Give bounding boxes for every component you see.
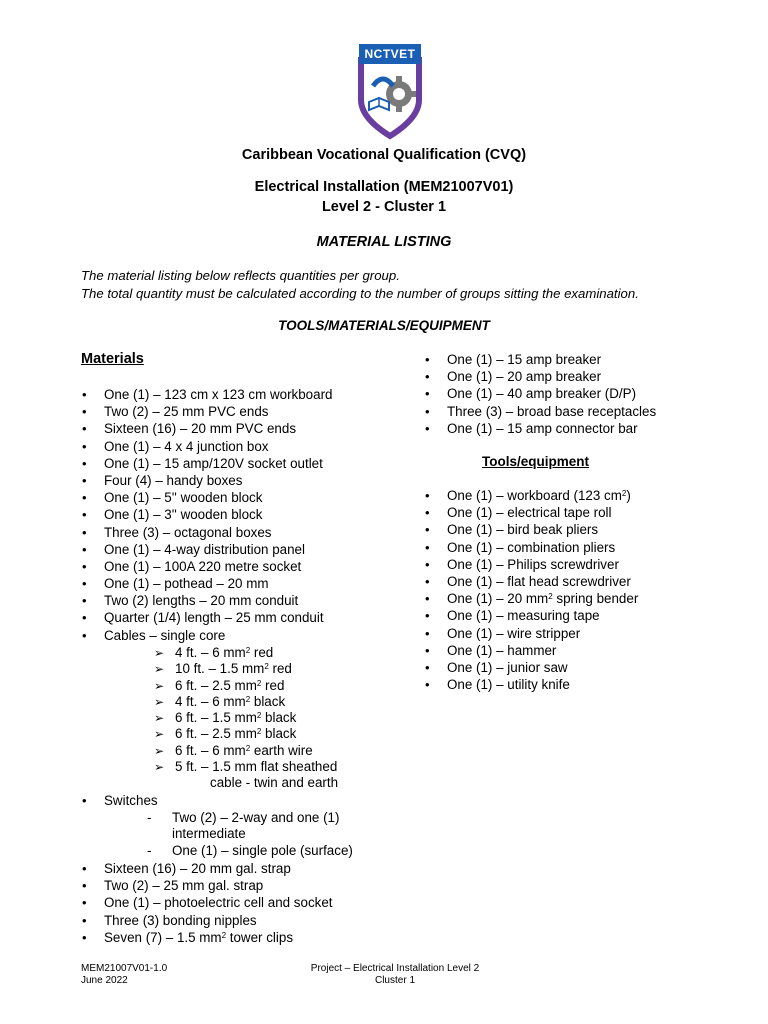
item-text: One (1) – utility knife — [447, 677, 570, 693]
list-item: • Two (2) – 25 mm gal. strap — [82, 878, 264, 894]
superscript: 2 — [264, 662, 269, 672]
item-text: Quarter (1/4) length – 25 mm conduit — [104, 610, 324, 626]
item-text: One (1) – 20 amp breaker — [447, 369, 602, 385]
superscript: 2 — [256, 727, 262, 737]
switches-list — [147, 810, 353, 859]
item-text: One (1) – junior saw — [447, 659, 568, 675]
footer-code: MEM21007V01-1.0 — [81, 963, 168, 974]
arrow-bullet-icon: ➢ — [154, 678, 165, 693]
superscript: 2 — [245, 743, 251, 753]
cable-color: red — [268, 661, 292, 677]
switch-text: Two (2) – 2-way and one (1) — [172, 810, 340, 825]
arrow-bullet-icon: ➢ — [154, 694, 165, 709]
item-text: Two (2) lengths – 20 mm conduit — [104, 593, 299, 609]
list-item: • One (1) – photoelectric cell and socket — [82, 895, 333, 911]
materials-list — [82, 386, 333, 644]
item-text: One (1) – 100A 220 metre socket — [104, 558, 302, 574]
tools-list — [425, 487, 639, 693]
cable-item — [154, 677, 338, 694]
cable-item — [154, 759, 338, 775]
item-text: One (1) – flat head screwdriver — [447, 573, 631, 589]
list-item: • One (1) – wire stripper — [425, 625, 581, 641]
cable-item — [154, 726, 338, 742]
superscript: 2 — [548, 592, 553, 602]
nctvet-logo — [357, 42, 423, 140]
list-item: • One (1) – 4-way distribution panel — [82, 541, 305, 557]
item-text: One (1) – 40 amp breaker (D/P) — [447, 386, 637, 402]
list-item: • Sixteen (16) – 20 mm gal. strap — [82, 861, 291, 876]
list-item: • Sixteen (16) – 20 mm PVC ends — [82, 421, 297, 437]
cable-item-continued: cable - twin and earth — [210, 775, 339, 791]
list-item: • One (1) – hammer — [425, 642, 557, 658]
item-text: One (1) – 3'' wooden block — [104, 507, 263, 523]
item-text: One (1) – Philips screwdriver — [447, 556, 619, 572]
superscript: 2 — [256, 678, 262, 688]
item-text: One (1) – pothead – 20 mm — [104, 576, 269, 592]
qualification-title: Caribbean Vocational Qualification (CVQ) — [241, 147, 527, 163]
cable-text: 6 ft. – 2.5 mm — [175, 677, 257, 693]
item-text: tower clips — [226, 929, 294, 945]
item-text: One (1) – electrical tape roll — [447, 505, 612, 521]
list-item: • One (1) – 15 amp connector bar — [425, 420, 638, 436]
unit-title: Electrical Installation (MEM21007V01) — [254, 179, 514, 195]
section-title: TOOLS/MATERIALS/EQUIPMENT — [278, 318, 490, 333]
superscript: 2 — [245, 646, 251, 655]
item-text: One (1) – 15 amp/120V socket outlet — [104, 455, 323, 471]
item-text: One (1) – workboard (123 cm — [447, 488, 622, 503]
switch-item: - Two (2) – 2-way and one (1) — [147, 810, 340, 825]
cable-text: 6 ft. – 2.5 mm — [175, 726, 257, 742]
tools-heading: Tools/equipment — [482, 454, 589, 469]
list-item: • One (1) – 20 amp breaker — [425, 369, 602, 385]
arrow-bullet-icon: ➢ — [154, 727, 165, 742]
footer-project: Project – Electrical Installation Level 2 — [310, 963, 480, 974]
cable-text: 5 ft. – 1.5 mm flat sheathed — [175, 759, 338, 775]
list-item: • One (1) – 5'' wooden block — [82, 490, 263, 506]
item-text: ) — [626, 488, 631, 503]
list-item: • Seven (7) – 1.5 $mm^2$ tower clips — [82, 929, 294, 945]
level-title: Level 2 - Cluster 1 — [321, 199, 447, 215]
list-item: • One (1) – 4 x 4 junction box — [82, 438, 269, 454]
list-item: • One (1) – pothead – 20 mm — [82, 576, 269, 592]
materials-heading: Materials — [81, 351, 144, 367]
cable-item — [154, 710, 338, 726]
cable-item — [154, 645, 338, 661]
superscript: 2 — [621, 489, 627, 498]
list-item: • Three (3) bonding nipples — [82, 912, 257, 928]
arrow-bullet-icon: ➢ — [154, 662, 165, 677]
switches-label: Switches — [104, 793, 158, 808]
list-item: • Quarter (1/4) length – 25 mm conduit — [82, 610, 324, 626]
list-item: • One (1) – 20 $mm^2$ spring bender — [425, 591, 639, 607]
item-text: Four (4) – handy boxes — [104, 472, 243, 488]
item-text: One (1) – 123 cm x 123 cm workboard — [104, 387, 333, 402]
list-item: • Three (3) – broad base receptacles — [425, 403, 657, 419]
bullet: • — [82, 793, 87, 808]
superscript: 2 — [256, 711, 262, 721]
item-text: One (1) – wire stripper — [447, 625, 581, 641]
item-text: One (1) – 15 amp connector bar — [447, 420, 638, 436]
footer-cluster: Cluster 1 — [374, 975, 415, 986]
cable-color: black — [261, 710, 297, 726]
list-item: • One (1) – utility knife — [425, 677, 570, 693]
footer-left — [81, 963, 167, 987]
list-item: • One (1) – Philips screwdriver — [425, 556, 619, 572]
item-text: Cables – single core — [104, 627, 226, 643]
item-text: Three (3) – broad base receptacles — [447, 403, 657, 419]
switch-item-continued: intermediate — [172, 826, 246, 842]
cable-text: 10 ft. – 1.5 mm — [175, 661, 265, 677]
item-text: One (1) – bird beak pliers — [447, 522, 599, 538]
item-text: One (1) – 4 x 4 junction box — [104, 438, 269, 454]
cable-color: earth wire — [250, 742, 313, 758]
list-item: • One (1) – 15 amp/120V socket outlet — [82, 455, 323, 471]
list-item: • Four (4) – handy boxes — [82, 472, 243, 488]
footer-center — [250, 963, 540, 987]
item-text: One (1) – hammer — [447, 642, 557, 658]
intro-line-1: The material listing below reflects quantities per group. — [81, 268, 400, 283]
item-text: Sixteen (16) – 20 mm gal. strap — [104, 861, 291, 876]
item-text: One (1) – photoelectric cell and socket — [104, 895, 333, 911]
cable-color: black — [261, 726, 297, 742]
list-item: • One (1) – workboard (123 $cm^2$) — [425, 488, 631, 503]
list-item: • Two (2) – 25 mm PVC ends — [82, 404, 269, 420]
right-materials-list — [425, 351, 657, 437]
item-text: One (1) – measuring tape — [447, 608, 600, 624]
cable-item — [154, 693, 338, 710]
list-item: • Cables – single core — [82, 627, 226, 643]
list-item: • One (1) – combination pliers — [425, 539, 616, 555]
item-text: Three (3) – octagonal boxes — [104, 524, 272, 540]
list-item: • One (1) – electrical tape roll — [425, 505, 612, 521]
list-item: • Three (3) – octagonal boxes — [82, 524, 272, 540]
superscript: 2 — [221, 930, 227, 940]
item-text: One (1) – combination pliers — [447, 539, 616, 555]
arrow-bullet-icon: ➢ — [154, 760, 165, 775]
list-item: • One (1) – flat head screwdriver — [425, 573, 631, 589]
cable-item — [154, 742, 338, 759]
arrow-bullet-icon: ➢ — [154, 711, 165, 726]
switches-item — [82, 793, 158, 809]
list-item: • One (1) – junior saw — [425, 659, 568, 675]
switch-item: - One (1) – single pole (surface) — [147, 842, 353, 858]
cables-list — [154, 645, 339, 792]
list-item: • One (1) – measuring tape — [425, 608, 600, 624]
list-item: • One (1) – 123 cm x 123 cm workboard — [82, 387, 333, 402]
cable-item — [154, 661, 338, 677]
list-item: • One (1) – 15 amp breaker — [425, 352, 602, 367]
cable-color: black — [250, 693, 286, 709]
arrow-bullet-icon: ➢ — [154, 743, 165, 758]
item-text: Sixteen (16) – 20 mm PVC ends — [104, 421, 297, 437]
list-item: • Two (2) lengths – 20 mm conduit — [82, 593, 299, 609]
cable-text: 6 ft. – 1.5 mm — [175, 710, 257, 726]
cable-text: 4 ft. – 6 mm — [175, 645, 246, 660]
item-text: Two (2) – 25 mm gal. strap — [104, 878, 264, 894]
item-text: One (1) – 15 amp breaker — [447, 352, 602, 367]
item-text: One (1) – 4-way distribution panel — [104, 541, 305, 557]
document-title: MATERIAL LISTING — [316, 234, 452, 250]
item-text: Three (3) bonding nipples — [104, 912, 257, 928]
cable-text: 6 ft. – 6 mm — [175, 742, 246, 758]
list-item: • One (1) – bird beak pliers — [425, 522, 599, 538]
switch-text: One (1) – single pole (surface) — [172, 842, 353, 858]
item-text: One (1) – 20 mm — [447, 591, 549, 607]
item-text: Seven (7) – 1.5 mm — [104, 929, 222, 945]
list-item: • One (1) – 100A 220 metre socket — [82, 558, 302, 574]
intro-line-2: The total quantity must be calculated according to the number of groups sitting the examination. — [81, 286, 639, 301]
cable-text: 4 ft. – 6 mm — [175, 693, 246, 709]
item-text: spring bender — [552, 591, 639, 607]
cable-color: red — [250, 645, 274, 660]
arrow-bullet-icon: ➢ — [154, 646, 165, 660]
footer-date: June 2022 — [81, 975, 128, 986]
materials-list-continued — [82, 860, 333, 946]
list-item: • One (1) – 3'' wooden block — [82, 507, 263, 523]
superscript: 2 — [245, 694, 251, 704]
list-item: • One (1) – 40 amp breaker (D/P) — [425, 386, 637, 402]
item-text: Two (2) – 25 mm PVC ends — [104, 404, 269, 420]
logo-text: NCTVET — [364, 47, 416, 61]
cable-color: red — [261, 677, 285, 693]
item-text: One (1) – 5'' wooden block — [104, 490, 263, 506]
